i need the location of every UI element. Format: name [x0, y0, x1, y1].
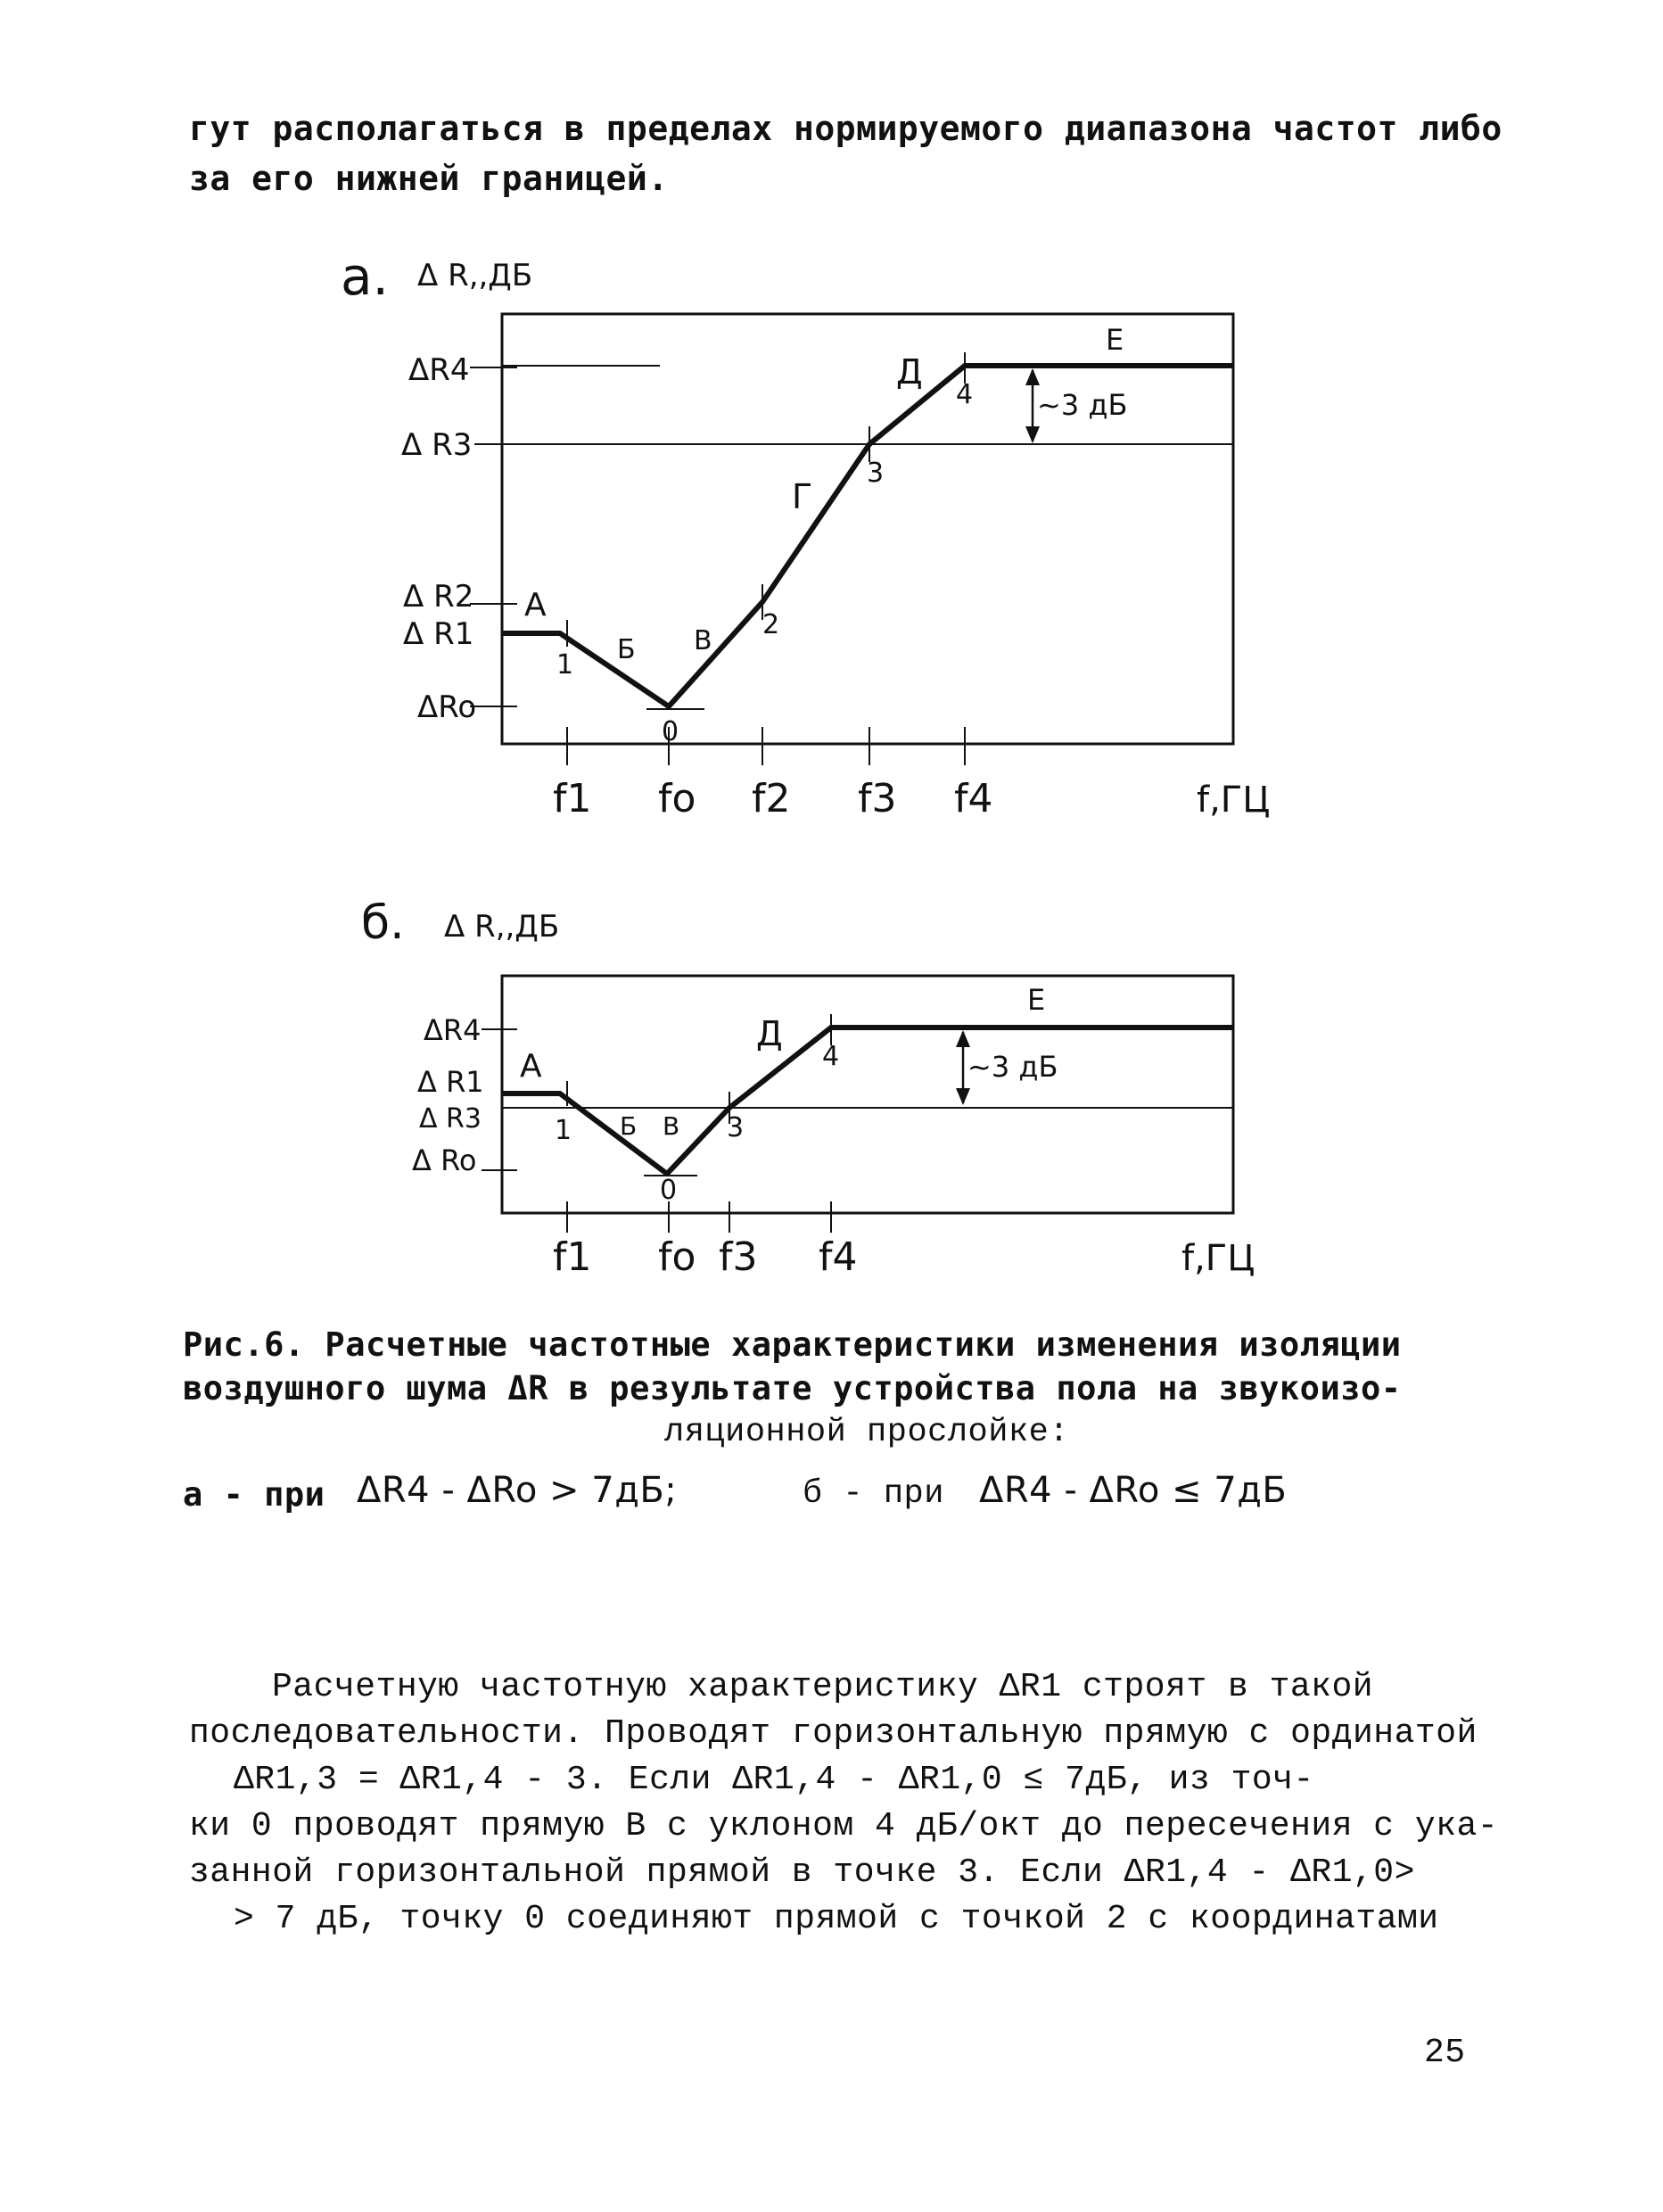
paragraph-line-5: занной горизонтальной прямой в точке 3. Если ΔR1,4 - ΔR1,0> — [189, 1853, 1415, 1892]
figure-b-frame — [502, 976, 1233, 1213]
caption-cond-a-label: а - при — [183, 1475, 325, 1514]
figure-b-seg-e: Е — [1027, 983, 1046, 1017]
figure-a-seg-b: Б — [617, 634, 636, 665]
figure-a-ylabel-r4: ΔR4 — [408, 352, 470, 388]
page-number: 25 — [1424, 2034, 1466, 2072]
figure-a-point-3: 3 — [867, 458, 885, 489]
figure-b-svg — [0, 903, 1663, 1277]
figure-a-x-title: f,ГЦ — [1197, 780, 1271, 821]
figure-a-seg-e: Е — [1106, 323, 1124, 357]
caption-line-3: ляционной прослойке: — [664, 1414, 1070, 1451]
caption-line-1: Рис.6. Расчетные частотные характеристики изменения изоляции — [183, 1325, 1402, 1364]
figure-a-xlabel-f3: f3 — [858, 776, 897, 821]
figure-a-xlabel-f1: f1 — [553, 776, 592, 821]
figure-a-ylabel-r2: Δ R2 — [403, 579, 474, 615]
intro-line-2: за его нижней границей. — [189, 159, 669, 198]
figure-b-annotation: ~3 дБ — [967, 1050, 1058, 1084]
figure-b-arrow-up — [956, 1030, 970, 1047]
figure-b-ylabel-r0: Δ Ro — [412, 1143, 477, 1177]
figure-b-ylabel-r4: ΔR4 — [424, 1013, 482, 1047]
caption-cond-b: ΔR4 - ΔRo ≤ 7дБ — [979, 1470, 1288, 1511]
caption-line-2: воздушного шума ΔR в результате устройства пола на звукоизо- — [183, 1369, 1402, 1407]
figure-a-letter: а. — [341, 246, 389, 307]
intro-line-1: гут располагаться в пределах нормируемого диапазона частот либо — [189, 109, 1502, 148]
figure-a-xlabel-f2: f2 — [752, 776, 791, 821]
figure-a-seg-v: В — [694, 625, 712, 656]
figure-b-arrow-down — [956, 1088, 970, 1105]
figure-a-ylabel-r0: ΔRo — [417, 689, 477, 725]
figure-a-point-2: 2 — [762, 609, 780, 640]
figure-a-annotation: ~3 дБ — [1037, 388, 1128, 422]
figure-b-ylabel-r3: Δ R3 — [419, 1103, 482, 1135]
caption-cond-b-label: б - при — [803, 1475, 944, 1513]
figure-b-point-0: 0 — [660, 1175, 678, 1206]
figure-a-point-1: 1 — [556, 649, 574, 681]
figure-b-point-1: 1 — [555, 1115, 572, 1146]
figure-b-seg-b: Б — [620, 1111, 638, 1141]
caption-cond-a: ΔR4 - ΔRo > 7дБ; — [357, 1470, 678, 1511]
figure-b-seg-v: В — [663, 1111, 680, 1141]
figure-b-ylabel-r1: Δ R1 — [417, 1065, 484, 1099]
paragraph-line-1: Расчетную частотную характеристику ΔR1 строят в такой — [272, 1668, 1374, 1706]
figure-a-arrow-down — [1025, 426, 1040, 443]
figure-a-frame — [502, 314, 1233, 744]
figure-b-x-title: f,ГЦ — [1181, 1238, 1255, 1277]
figure-b-curve — [502, 1028, 1233, 1174]
figure-a-ylabel-r3: Δ R3 — [401, 427, 473, 463]
figure-a-arrow-up — [1025, 368, 1040, 385]
paragraph-line-2: последовательности. Проводят горизонтальную прямую с ординатой — [189, 1714, 1478, 1753]
figure-a-ylabel-r1: Δ R1 — [403, 616, 474, 652]
figure-a-point-0: 0 — [662, 716, 679, 747]
paragraph-line-6: > 7 дБ, точку 0 соединяют прямой с точкой 2 с координатами — [234, 1900, 1439, 1938]
figure-a-xlabel-f4: f4 — [954, 776, 993, 821]
figure-b-seg-d: Д — [756, 1014, 783, 1053]
figure-a-seg-g: Г — [792, 477, 813, 516]
paragraph-line-3: ΔR1,3 = ΔR1,4 - 3. Если ΔR1,4 - ΔR1,0 ≤ 7дБ, из точ- — [234, 1761, 1314, 1799]
figure-b-point-4: 4 — [822, 1041, 840, 1072]
figure-b-point-3: 3 — [727, 1112, 745, 1143]
paragraph-line-4: ки 0 проводят прямую В с уклоном 4 дБ/окт до пересечения с ука- — [189, 1807, 1499, 1845]
figure-a-point-4: 4 — [956, 379, 974, 410]
figure-b-xlabel-f3: f3 — [719, 1234, 758, 1277]
figure-a-xlabel-fo: fo — [658, 776, 696, 821]
figure-a-seg-a: А — [524, 587, 547, 623]
figure-b-xlabel-f1: f1 — [553, 1234, 592, 1277]
figure-a-seg-d: Д — [896, 352, 923, 392]
figure-a-y-title: Δ R,,ДБ — [417, 258, 533, 293]
figure-b-letter: б. — [361, 903, 405, 950]
figure-b-xlabel-fo: fo — [658, 1234, 696, 1277]
figure-b-seg-a: А — [520, 1048, 542, 1085]
figure-b-y-title: Δ R,,ДБ — [444, 909, 560, 945]
figure-b-xlabel-f4: f4 — [819, 1234, 858, 1277]
